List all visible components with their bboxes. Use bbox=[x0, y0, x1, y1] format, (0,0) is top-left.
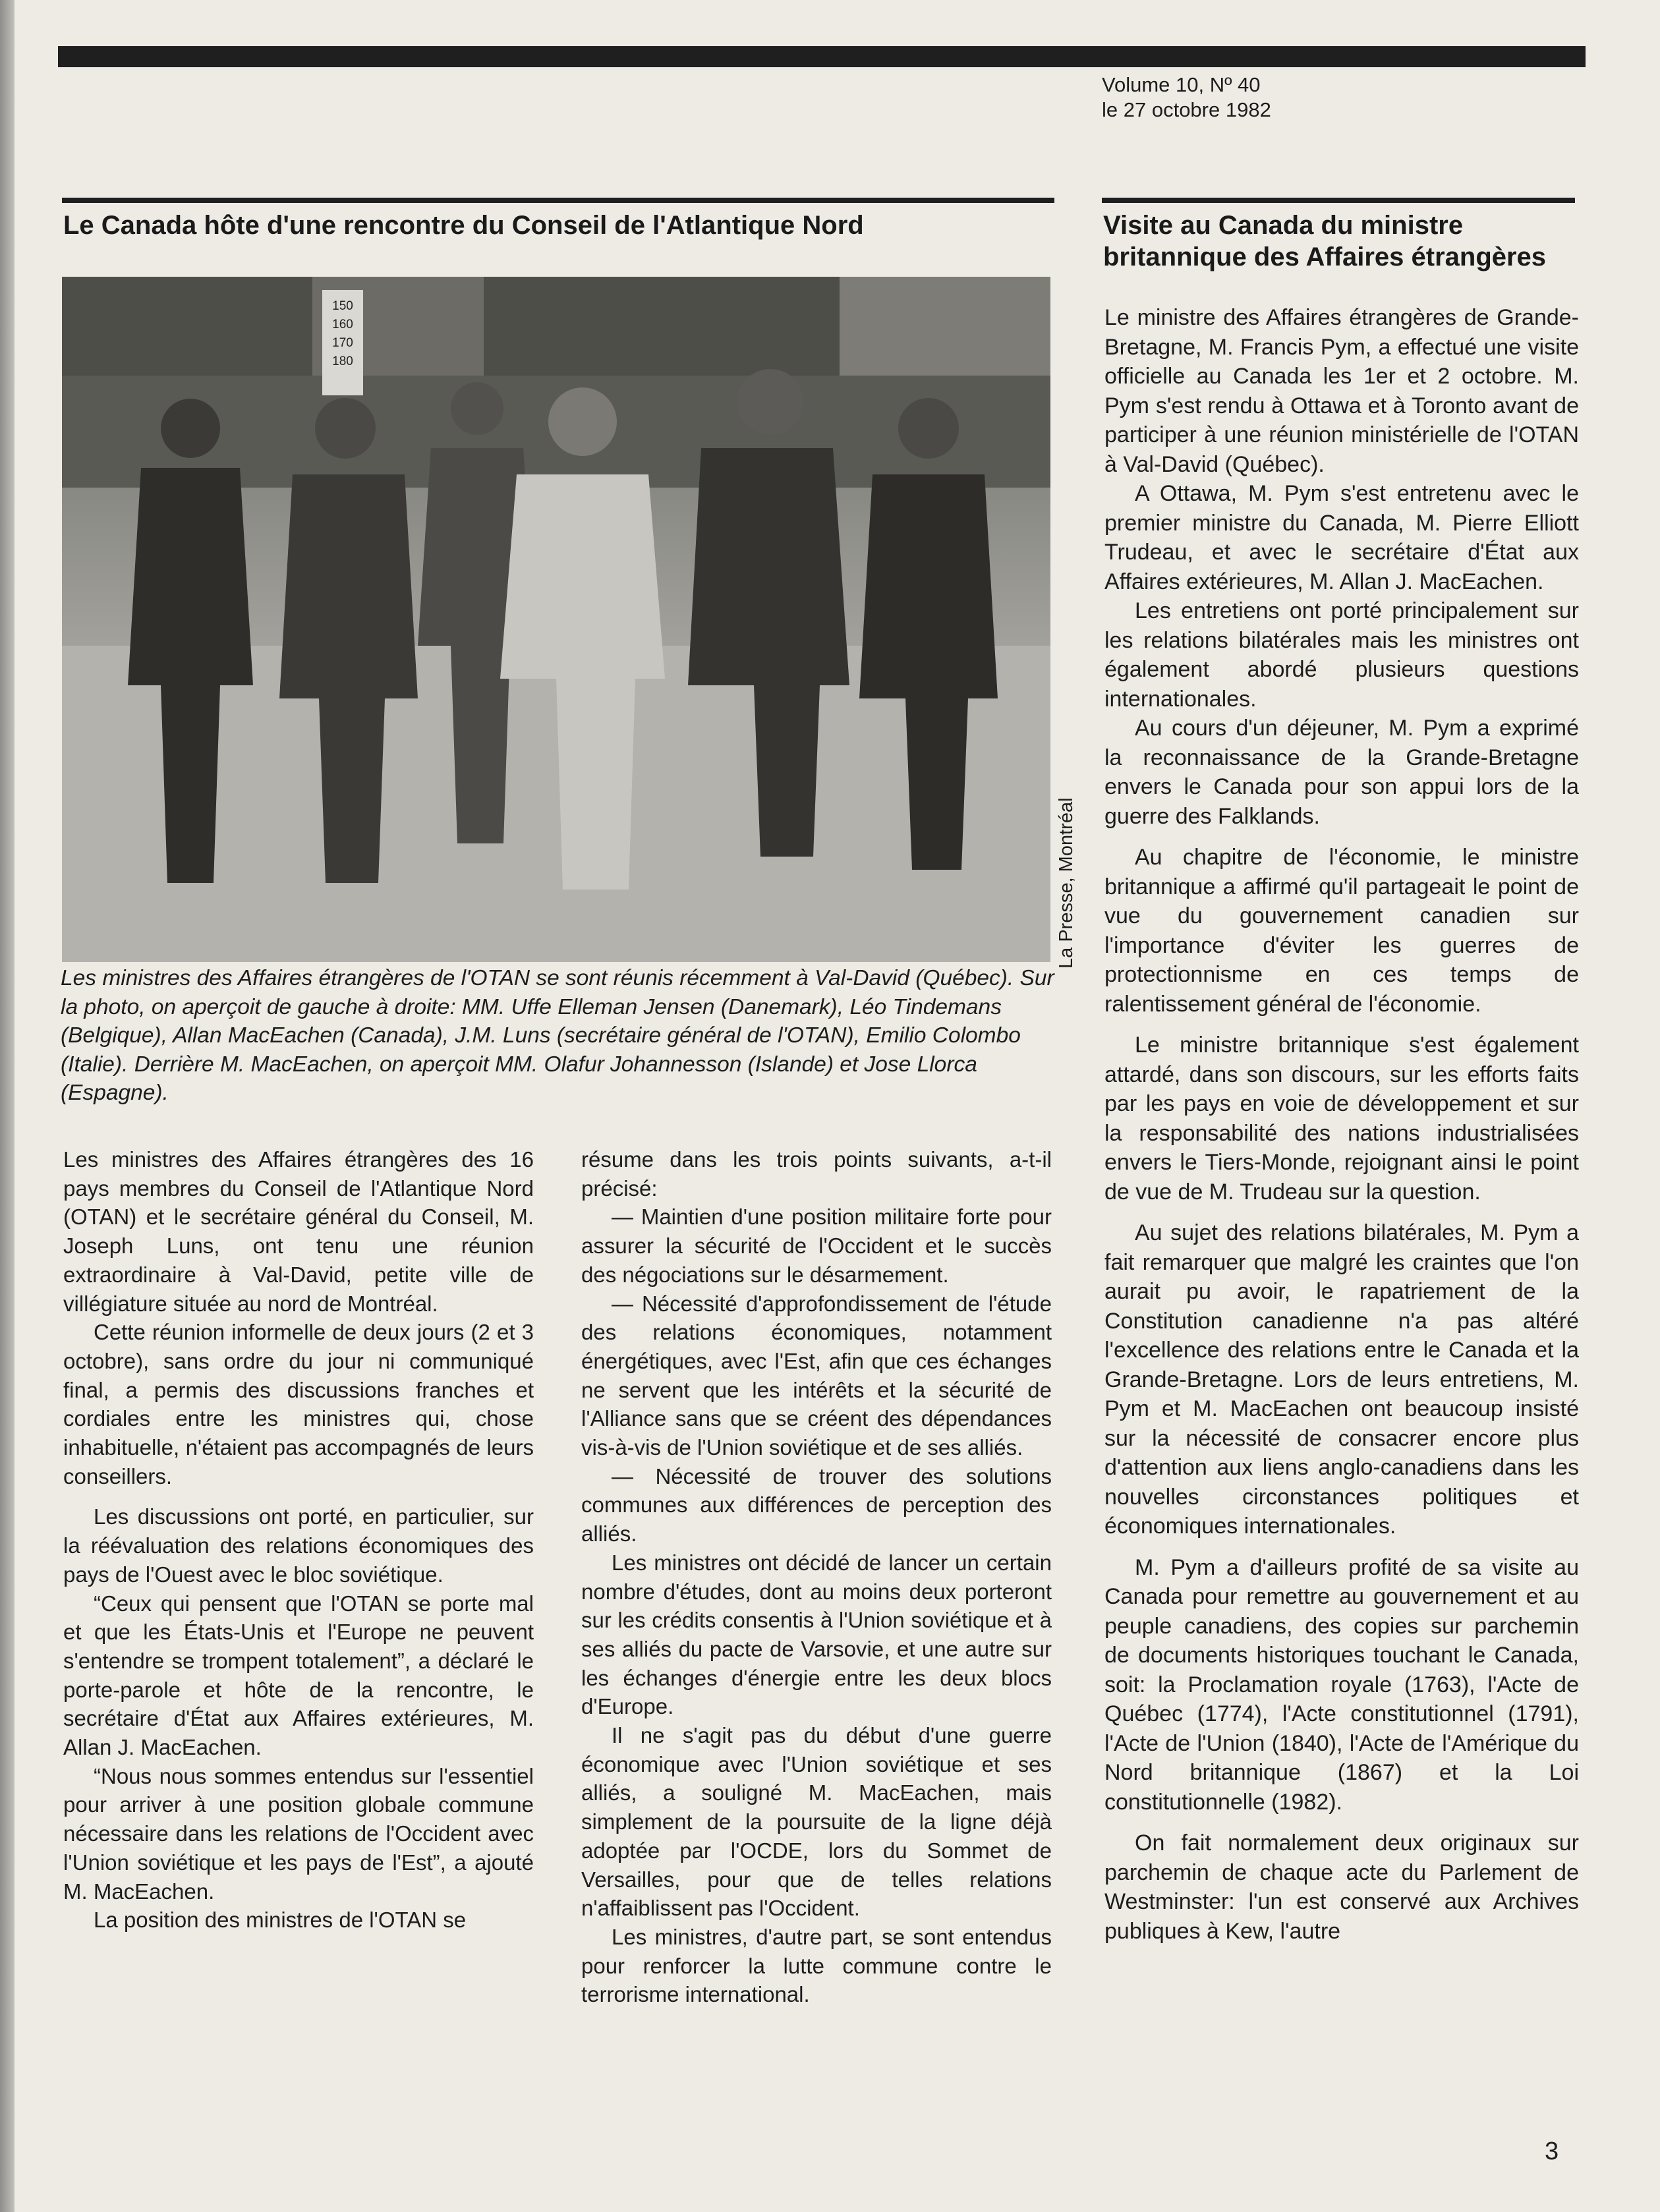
col2-paragraph: Les ministres ont décidé de lancer un certain nombre d'études, dont au moins deux porteront sur les crédits consentis à l'Union soviétique et à ses alliés du pacte de Varsovie, et une autre sur les échanges d'énergie entre les deux blocs d'Europe. bbox=[581, 1550, 1052, 1719]
right-paragraph: Le ministre britannique s'est également attardé, dans son discours, sur les efforts faits par les pays en voie de développement et sur la responsabilité des nations industrialisées envers le Tiers-Monde, rejoignant ainsi le point de vue de M. Trudeau sur la question. bbox=[1104, 1033, 1579, 1205]
left-article-column-1 bbox=[63, 1145, 534, 1935]
col2-paragraph: Il ne s'agit pas du début d'une guerre économique avec l'Union soviétique et ses alliés, a souligné M. MacEachen, mais simplement de la poursuite de la ligne déjà adoptée par l'OCDE, lors du Sommet de Versailles, pour que de telles relations n'affaiblissent pas l'Occident. bbox=[581, 1723, 1052, 1921]
col1-paragraph: Les discussions ont porté, en particulier, sur la réévaluation des relations économiques des pays de l'Ouest avec le bloc soviétique. bbox=[63, 1504, 534, 1587]
page-binding-edge bbox=[0, 0, 14, 2212]
masthead bbox=[1102, 72, 1365, 123]
volume-number: Volume 10, Nº 40 bbox=[1102, 73, 1261, 96]
sign-number-2: 160 bbox=[332, 318, 353, 331]
col2-paragraph: résume dans les trois points suivants, a-t-il précisé: bbox=[581, 1147, 1052, 1201]
photo-caption: Les ministres des Affaires étrangères de l'OTAN se sont réunis récemment à Val-David (Québec). Sur la photo, on aperçoit de gauche à droite: MM. Uffe Elleman Jensen (Danemark), Léo Tindemans (Belgique), Allan MacEachen (Canada), J.M. Luns (secrétaire général de l'OTAN), Emilio Colombo (Italie). Derrière M. MacEachen, on aperçoit MM. Olafur Johannesson (Islande) et Jose Llorca (Espagne). bbox=[61, 966, 1054, 1106]
col2-paragraph: — Nécessité de trouver des solutions communes aux différences de perception des alliés. bbox=[581, 1463, 1052, 1546]
col1-paragraph: La position des ministres de l'OTAN se bbox=[94, 1908, 467, 1933]
col2-paragraph: — Nécessité d'approfondissement de l'étude des relations économiques, notamment énergétiques, avec l'Est, afin que ces échanges ne servent que les intérêts et la sécurité de l'Alliance sans que se créent des dépendances vis-à-vis de l'Union soviétique et de ses alliés. bbox=[581, 1291, 1052, 1460]
right-paragraph: On fait normalement deux originaux sur parchemin de chaque acte du Parlement de Westminster: l'un est conservé aux Archives publiques à Kew, l'autre bbox=[1104, 1830, 1579, 1944]
right-paragraph: Au cours d'un déjeuner, M. Pym a exprimé la reconnaissance de la Grande-Bretagne envers le Canada pour son appui lors de la guerre des Falklands. bbox=[1104, 716, 1579, 829]
left-article-column-2 bbox=[581, 1145, 1052, 2009]
left-headline-rule bbox=[62, 198, 1054, 203]
right-headline-rule bbox=[1102, 198, 1575, 203]
ministers-photo bbox=[62, 277, 1050, 962]
top-rule bbox=[58, 46, 1586, 67]
col2-paragraph: — Maintien d'une position militaire forte pour assurer la sécurité de l'Occident et le succès des négociations sur le désarmement. bbox=[581, 1205, 1052, 1287]
right-paragraph: Au sujet des relations bilatérales, M. Pym a fait remarquer que malgré les craintes que l'on aurait pu avoir, le rapatriement de la Constitution canadienne n'a pas altéré l'excellence des relations entre le Canada et la Grande-Bretagne. Lors de leurs entretiens, M. Pym et M. MacEachen ont beaucoup insisté sur la nécessité de consacrer encore plus d'attention aux liens anglo-canadiens dans les nouvelles circonstances politiques et économiques internationales. bbox=[1104, 1220, 1579, 1539]
issue-date: le 27 octobre 1982 bbox=[1102, 98, 1271, 121]
sign-number-1: 150 bbox=[332, 299, 353, 313]
sign-number-4: 180 bbox=[332, 354, 353, 368]
page-number: 3 bbox=[1545, 2138, 1559, 2165]
right-article-column bbox=[1104, 303, 1579, 1946]
photo-credit: La Presse, Montréal bbox=[1056, 797, 1077, 969]
col1-paragraph: “Nous nous sommes entendus sur l'essentiel pour arriver à une position globale commune nécessaire dans les relations de l'Occident avec l'Union soviétique et les pays de l'Est”, a ajouté M. MacEachen. bbox=[63, 1763, 534, 1904]
right-paragraph: M. Pym a d'ailleurs profité de sa visite au Canada pour remettre au gouvernement et au peuple canadiens, des copies sur parchemin de documents historiques touchant le Canada, soit: la Proclamation royale (1763), l'Acte de Québec (1774), l'Acte constitutionnel (1791), l'Acte de l'Union (1840), l'Acte de l'Amérique du Nord britannique (1867) et la Loi constitutionnelle (1982). bbox=[1104, 1554, 1579, 1815]
right-paragraph: A Ottawa, M. Pym s'est entretenu avec le premier ministre du Canada, M. Pierre Elliott Trudeau, et avec le secrétaire d'État aux Affaires extérieures, M. Allan J. MacEachen. bbox=[1104, 481, 1579, 594]
col2-paragraph: Les ministres, d'autre part, se sont entendus pour renforcer la lutte commune contre le terrorisme international. bbox=[581, 1924, 1052, 2007]
right-paragraph: Le ministre des Affaires étrangères de Grande-Bretagne, M. Francis Pym, a effectué une visite officielle au Canada les 1er et 2 octobre. M. Pym s'est rendu à Ottawa et à Toronto avant de participer à une réunion ministérielle de l'OTAN à Val-David (Québec). bbox=[1104, 305, 1579, 477]
right-paragraph: Les entretiens ont porté principalement sur les relations bilatérales mais les ministres ont également abordé plusieurs questions internationales. bbox=[1104, 598, 1579, 712]
col1-paragraph: Cette réunion informelle de deux jours (2 et 3 octobre), sans ordre du jour ni communiqué final, a permis des discussions franches et cordiales entre les ministres qui, chose inhabituelle, n'étaient pas accompagnés de leurs conseillers. bbox=[63, 1320, 534, 1489]
left-article-headline: Le Canada hôte d'une rencontre du Conseil de l'Atlantique Nord bbox=[63, 211, 864, 240]
ministers-photo-graphic bbox=[62, 277, 1050, 962]
right-article-headline: Visite au Canada du ministre britannique des Affaires étrangères bbox=[1103, 211, 1547, 271]
col1-paragraph: “Ceux qui pensent que l'OTAN se porte mal et que les États-Unis et l'Europe ne peuvent s'entendre se trompent totalement”, a déclaré le porte-parole et hôte de la rencontre, le secrétaire d'État aux Affaires extérieures, M. Allan J. MacEachen. bbox=[63, 1591, 534, 1760]
sign-number-3: 170 bbox=[332, 336, 353, 350]
col1-paragraph: Les ministres des Affaires étrangères des 16 pays membres du Conseil de l'Atlantique Nord (OTAN) et le secrétaire général du Conseil, M. Joseph Luns, ont tenu une réunion extraordinaire à Val-David, petite ville de villégiature située au nord de Montréal. bbox=[63, 1147, 534, 1316]
right-paragraph: Au chapitre de l'économie, le ministre britannique a affirmé qu'il partageait le point de vue du gouvernement canadien sur l'importance d'éviter les guerres de protectionnisme en ces temps de ralentissement général de l'économie. bbox=[1104, 845, 1579, 1017]
